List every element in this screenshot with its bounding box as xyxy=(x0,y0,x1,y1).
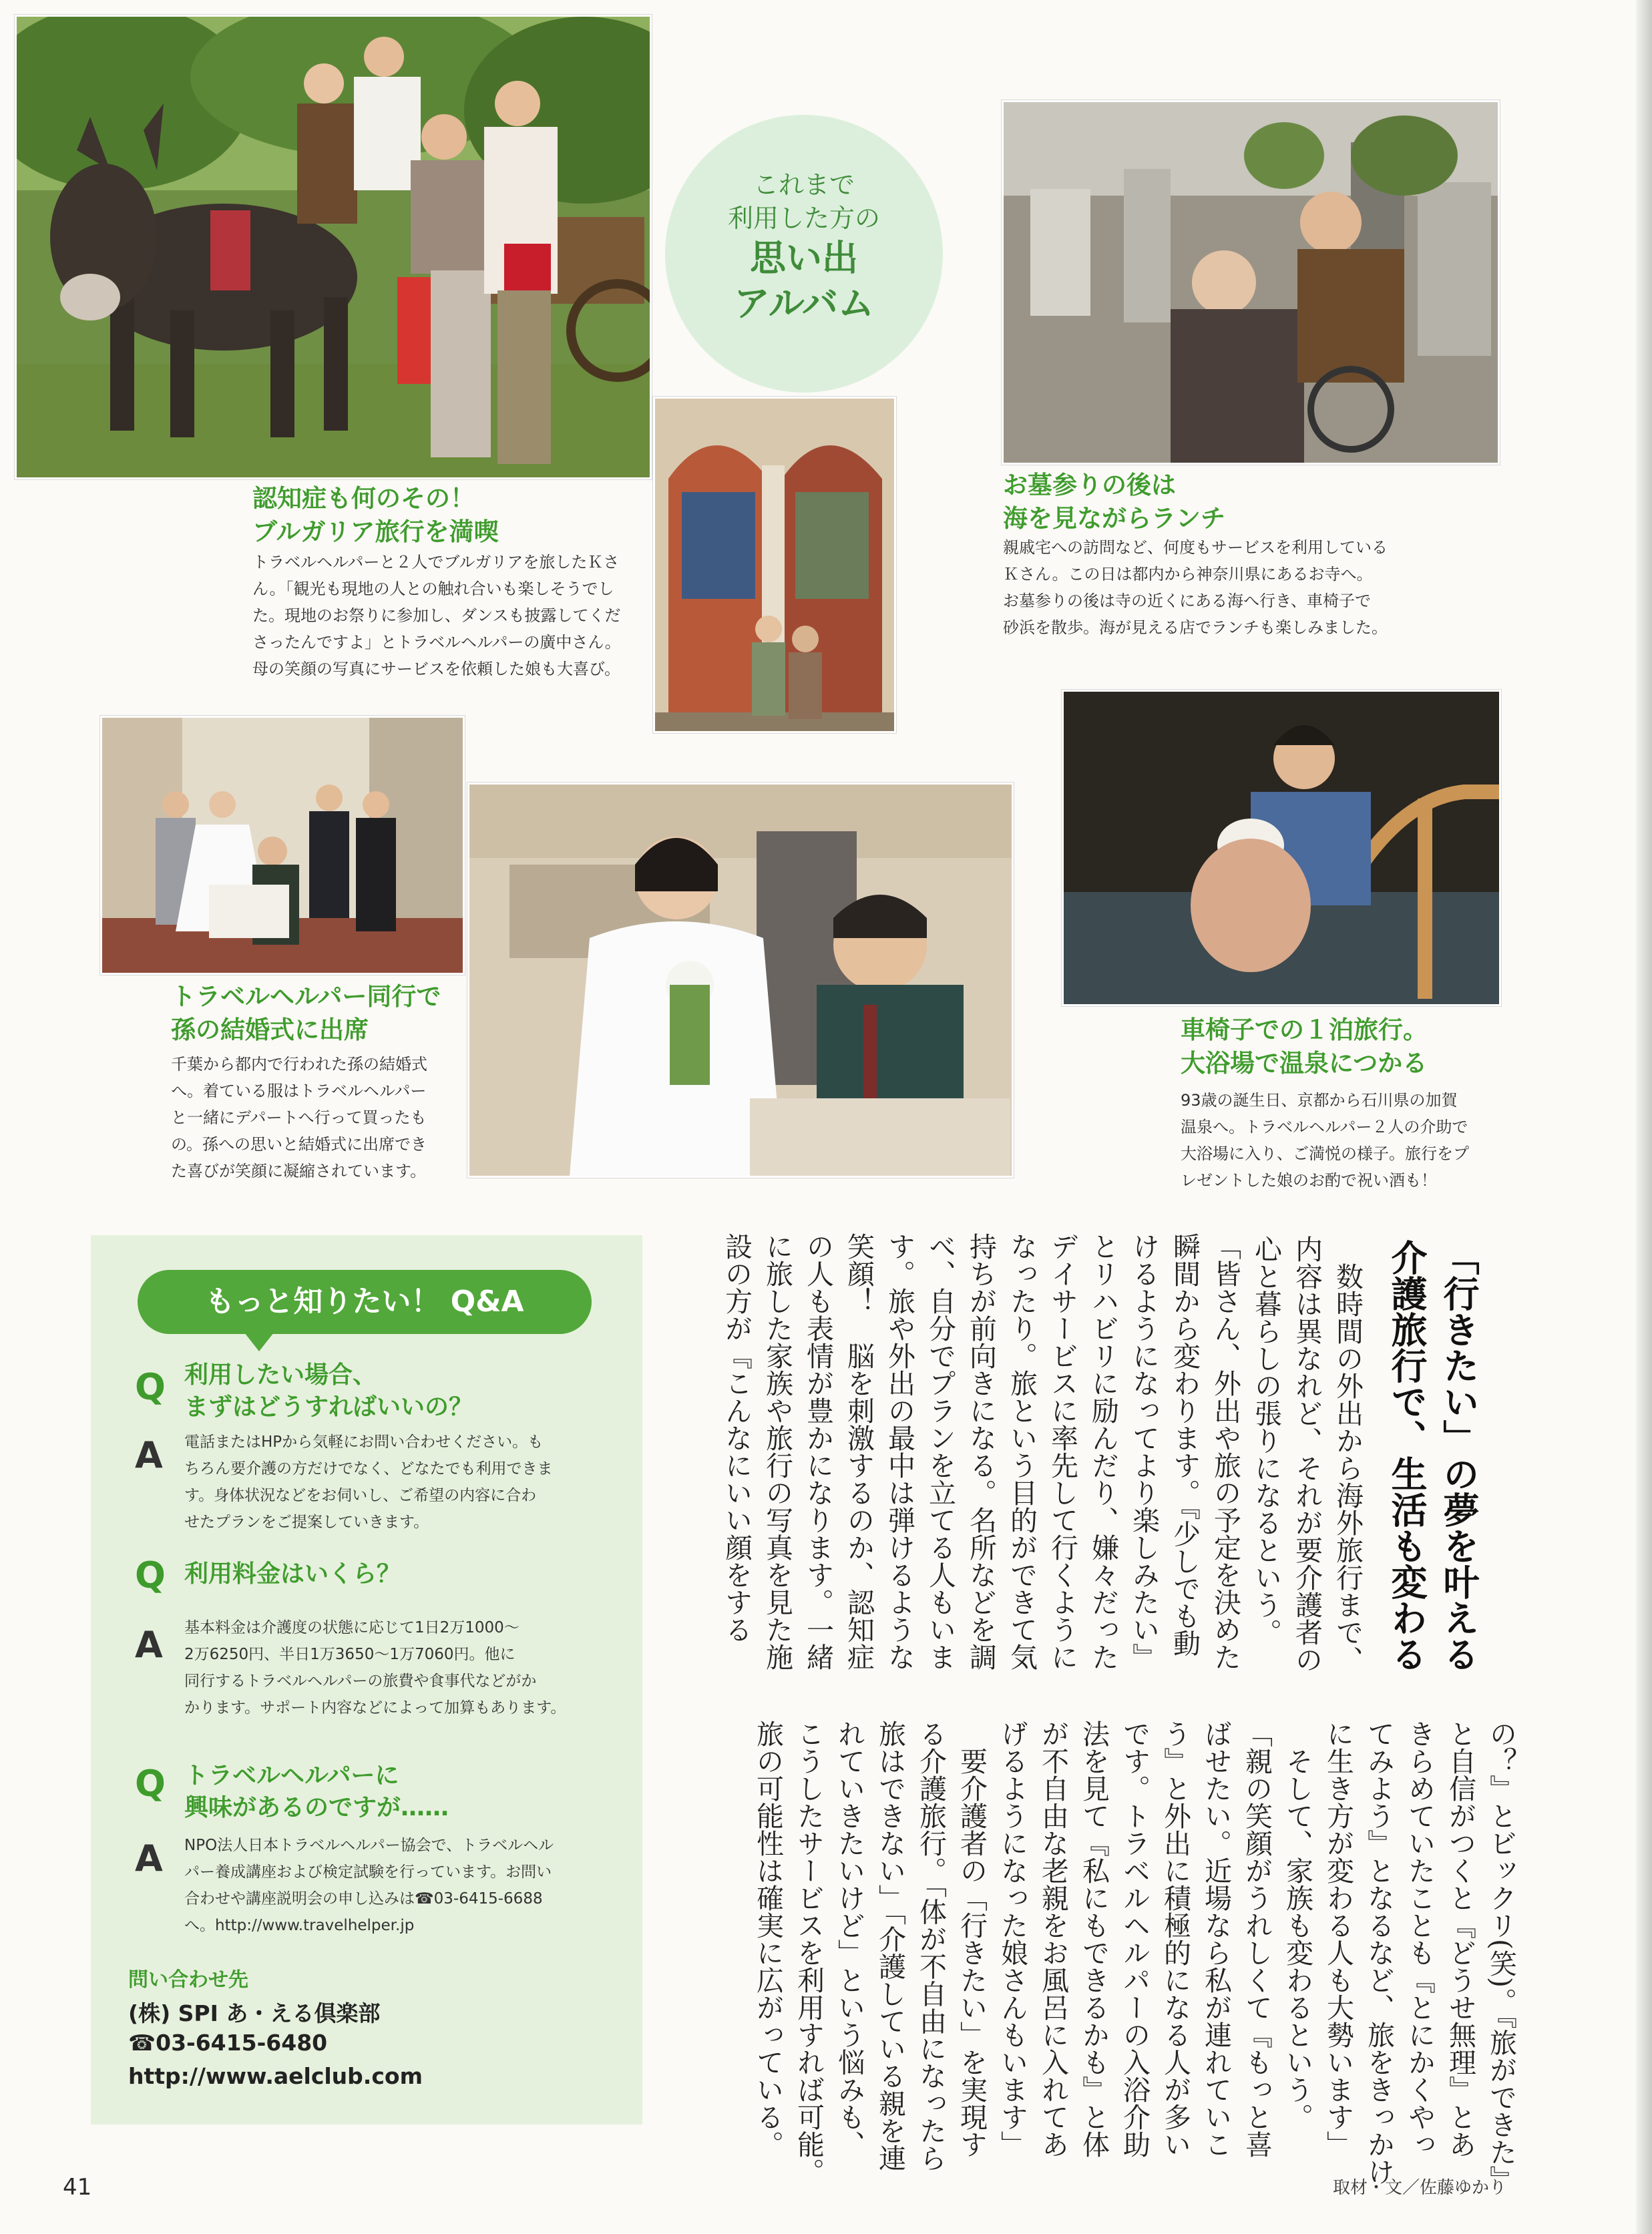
article-column: 心と暮らしの張りになるという。 xyxy=(1250,1235,1282,1646)
photo-monastery-visit xyxy=(653,397,896,733)
article-column: が不自由な老親をお風呂に入れてあ xyxy=(1037,1720,1069,2158)
article-column: てみよう』となるなど、旅をきっかけ xyxy=(1363,1720,1395,2185)
article-headline-line2: 介護旅行で、生活も変わる xyxy=(1386,1239,1428,1672)
photo-bulgaria-donkey-cart xyxy=(15,15,652,479)
article-column: る介護旅行。「体が不自由になったら xyxy=(915,1720,947,2172)
caption-wedding-body: 千葉から都内で行われた孫の結婚式 へ。着ている服はトラベルヘルパー と一緒にデパートへ行って買ったも の。孫への思いと結婚式に出席でき た喜びが笑顔に凝縮されています。 xyxy=(171,1055,427,1180)
qa1-answer: 電話またはHPから気軽にお問い合わせください。も ちろん要介護の方だけでなく、どなたでも利用できま す。身体状況などをお伺いし、ご希望の内容に合わ せたプランをご提案していきます。 xyxy=(184,1433,553,1531)
article-column: 要介護者の「行きたい」を実現す xyxy=(956,1720,988,2158)
qa1-question: 利用したい場合、 まずはどうすればいいの？ xyxy=(184,1361,473,1421)
article-column: なったり。旅という目的ができて気 xyxy=(1006,1233,1038,1670)
album-title-badge xyxy=(665,115,943,393)
qa-banner: もっと知りたい！ Q&A xyxy=(138,1270,592,1334)
article-column: す。旅や外出の最中は弾けるような xyxy=(883,1233,915,1670)
article-column: に生き方が変わる人も大勢います」 xyxy=(1322,1720,1354,2158)
article-column: れていきたいけど」という悩みも、 xyxy=(833,1720,865,2158)
article-column: こうしたサービスを利用すれば可能。 xyxy=(793,1720,825,2185)
qa-box xyxy=(91,1235,642,2125)
author-credit: 取材・文／佐藤ゆかり xyxy=(1333,2178,1507,2198)
qa2-answer: 基本料金は介護度の状態に応じて1日2万1000〜 2万6250円、半日1万3650〜1万7060円。他に 同行するトラベルヘルパーの旅費や食事代などがか かります。サポート内容などによって加算もあります。 xyxy=(184,1619,566,1717)
article-column: きらめていたことも『とにかくやっ xyxy=(1404,1720,1436,2158)
article-column: 数時間の外出から海外旅行まで、 xyxy=(1331,1235,1364,1673)
caption-grave-title: お墓参りの後は 海を見ながらランチ xyxy=(1003,471,1225,533)
caption-onsen-title: 車椅子での１泊旅行。 大浴場で温泉につかる xyxy=(1181,1016,1428,1078)
contact-label: 問い合わせ先 xyxy=(128,1968,248,1992)
article-column: の？』とビックリ(笑)。『旅ができた』 xyxy=(1485,1720,1517,2193)
article-column: 笑顔！ 脳を刺激するのか、認知症 xyxy=(843,1233,875,1670)
article-column: 旅はできない」「介護している親を連 xyxy=(874,1720,906,2172)
article-column: 旅の可能性は確実に広がっている。 xyxy=(752,1720,784,2158)
page-edge-shadow xyxy=(1636,0,1652,2234)
page-number: 41 xyxy=(63,2174,92,2201)
caption-bulgaria-body: トラベルヘルパーと２人でブルガリアを旅したＫさ ん。「観光も現地の人との触れ合いも楽しそうでし た。現地のお祭りに参加し、ダンスも披露してくだ さったんですよ」とトラベルヘルパーの廣中さん。 母の笑顔の写真にサービスを依頼した娘も大喜び。 xyxy=(252,553,621,678)
article-column: べ、自分でプランを立てる人もいま xyxy=(924,1233,956,1670)
article-column: う』と外出に積極的になる人が多い xyxy=(1159,1720,1191,2158)
caption-onsen-body: 93歳の誕生日、京都から石川県の加賀 温泉へ。トラベルヘルパー２人の介助で 大浴場に入り、ご満悦の様子。旅行をプ レゼントした娘のお酌で祝い酒も！ xyxy=(1181,1091,1469,1190)
photo-grave-visit xyxy=(1002,100,1500,465)
photo-onsen-bath xyxy=(1062,690,1501,1006)
article-column: 「親の笑顔がうれしくて『もっと喜 xyxy=(1241,1720,1273,2158)
qa1-a-letter: A xyxy=(135,1434,163,1476)
qa1-q-letter: Q xyxy=(135,1366,166,1408)
qa2-question: 利用料金はいくら？ xyxy=(184,1560,401,1588)
qa3-answer: NPO法人日本トラベルヘルパー協会で、トラベルヘル パー養成講座および検定試験を行っています。お問い 合わせや講座説明会の申し込みは☎03-6415-6688 へ。http://www.travelhelper.jp xyxy=(184,1837,554,1934)
contact-url-link[interactable]: http://www.aelclub.com xyxy=(128,2063,423,2089)
article-column: です。トラベルヘルパーの入浴介助 xyxy=(1118,1720,1151,2158)
album-title-line4: アルバム xyxy=(733,282,875,324)
album-title-line2: 利用した方の xyxy=(727,204,880,233)
caption-wedding-title: トラベルヘルパー同行で 孫の結婚式に出席 xyxy=(171,982,441,1044)
album-title-line3: 思い出 xyxy=(750,236,858,279)
article-column: ばせたい。近場なら私が連れていこ xyxy=(1200,1720,1232,2158)
caption-grave-body: 親戚宅への訪問など、何度もサービスを利用している Ｋさん。この日は都内から神奈川県にあるお寺へ。 お墓参りの後は寺の近くにある海へ行き、車椅子で 砂浜を散歩。海が見える店でランチも楽しみました。 xyxy=(1003,538,1388,637)
article-column: とリハビリに励んだり、嫌々だった xyxy=(1087,1233,1119,1670)
article-column: 持ちが前向きになる。名所などを調 xyxy=(965,1233,997,1670)
contact-phone: ☎03-6415-6480 xyxy=(128,2030,328,2056)
article-column: そして、家族も変わるという。 xyxy=(1281,1720,1313,2131)
caption-bulgaria-title: 認知症も何のその！ ブルガリア旅行を満喫 xyxy=(252,484,499,546)
article-column: 内容は異なれど、それが要介護者の xyxy=(1291,1235,1323,1673)
article-column: 法を見て『私にもできるかも』と体 xyxy=(1078,1720,1110,2158)
article-column: 設の方が『こんなにいい顔をする xyxy=(720,1233,753,1643)
album-title-line1: これまで xyxy=(753,170,855,200)
article-column: けるようになってより楽しみたい』 xyxy=(1128,1233,1160,1670)
qa3-question: トラベルヘルパーに 興味があるのですが…… xyxy=(184,1762,449,1821)
qa2-a-letter: A xyxy=(135,1624,163,1666)
qa3-a-letter: A xyxy=(135,1837,163,1879)
qa2-q-letter: Q xyxy=(135,1554,166,1596)
article-column: 瞬間から変わります。『少しでも動 xyxy=(1169,1233,1201,1657)
contact-company: (株) SPI あ・える倶楽部 xyxy=(128,2000,381,2026)
article-column: に旅した家族や旅行の写真を見た施 xyxy=(761,1233,793,1670)
qa3-q-letter: Q xyxy=(135,1763,166,1805)
article-column: と自信がつくと『どうせ無理』とあ xyxy=(1444,1720,1476,2158)
article-column: 「皆さん、外出や旅の予定を決めた xyxy=(1209,1233,1241,1670)
photo-wedding-family xyxy=(100,716,465,975)
article-column: の人も表情が豊かになります。一緒 xyxy=(802,1233,834,1670)
photo-bride-grandmother xyxy=(467,783,1014,1178)
article-column: デイサービスに率先して行くように xyxy=(1046,1233,1078,1670)
article-headline-line1: 「行きたい」の夢を叶える xyxy=(1438,1239,1480,1672)
article-column: げるようになった娘さんもいます」 xyxy=(996,1720,1028,2158)
